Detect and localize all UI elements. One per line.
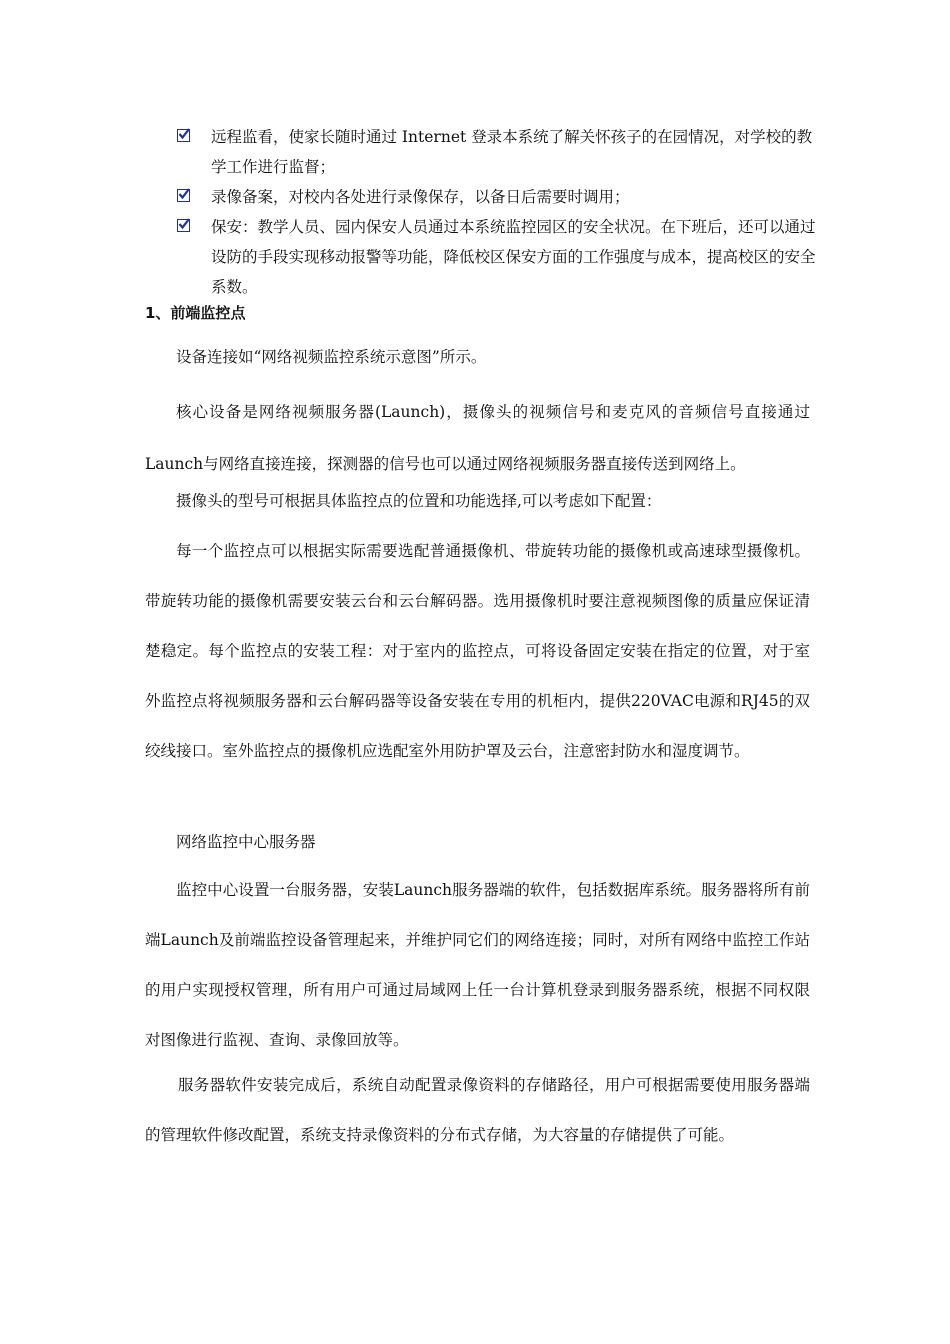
bullet-item — [177, 182, 827, 212]
paragraph: 监控中心设置一台服务器，安装Launch服务器端的软件，包括数据库系统。服务器将所有前端Launch及前端监控设备管理起来，并维护同它们的网络连接；同时，对所有网络中监控工作站的用户实现授权管理，所有用户可通过局域网上任一台计算机登录到服务器系统，根据不同权限对图像进行监视、查询、录像回放等。 — [145, 881, 810, 1049]
bullet-text: 远程监看，使家长随时通过 Internet 登录本系统了解关怀孩子的在园情况，对学校的教学工作进行监督； — [211, 128, 813, 176]
bullet-item — [177, 212, 827, 302]
bullet-item — [177, 122, 827, 182]
section-heading: 1、前端监控点 — [145, 304, 246, 322]
paragraph: 核心设备是网络视频服务器(Launch)，摄像头的视频信号和麦克风的音频信号直接通过Launch与网络直接连接，探测器的信号也可以通过网络视频服务器直接传送到网络上。 — [145, 403, 810, 473]
bullet-text: 保安：教学人员、园内保安人员通过本系统监控园区的安全状况。在下班后，还可以通过设防的手段实现移动报警等功能，降低校区保安方面的工作强度与成本，提高校区的安全系数。 — [211, 218, 816, 296]
paragraph: 摄像头的型号可根据具体监控点的位置和功能选择,可以考虑如下配置： — [176, 492, 662, 510]
subheading: 网络监控中心服务器 — [176, 833, 316, 851]
paragraph: 每一个监控点可以根据实际需要选配普通摄像机、带旋转功能的摄像机或高速球型摄像机。带旋转功能的摄像机需要安装云台和云台解码器。选用摄像机时要注意视频图像的质量应保证清楚稳定。每个监控点的安装工程：对于室内的监控点，可将设备固定安装在指定的位置，对于室外监控点将视频服务器和云台解码器等设备安装在专用的机柜内，提供220VAC电源和RJ45的双绞线接口。室外监控点的摄像机应选配室外用防护罩及云台，注意密封防水和湿度调节。 — [145, 542, 810, 760]
bullet-list — [177, 122, 827, 302]
checked-box-icon — [177, 189, 190, 202]
paragraph: 设备连接如“网络视频监控系统示意图”所示。 — [176, 348, 487, 366]
bullet-text: 录像备案，对校内各处进行录像保存，以备日后需要时调用； — [211, 188, 630, 206]
checked-box-icon — [177, 219, 190, 232]
paragraph: 服务器软件安装完成后，系统自动配置录像资料的存储路径，用户可根据需要使用服务器端的管理软件修改配置，系统支持录像资料的分布式存储，为大容量的存储提供了可能。 — [145, 1076, 810, 1144]
checked-box-icon — [177, 129, 190, 142]
